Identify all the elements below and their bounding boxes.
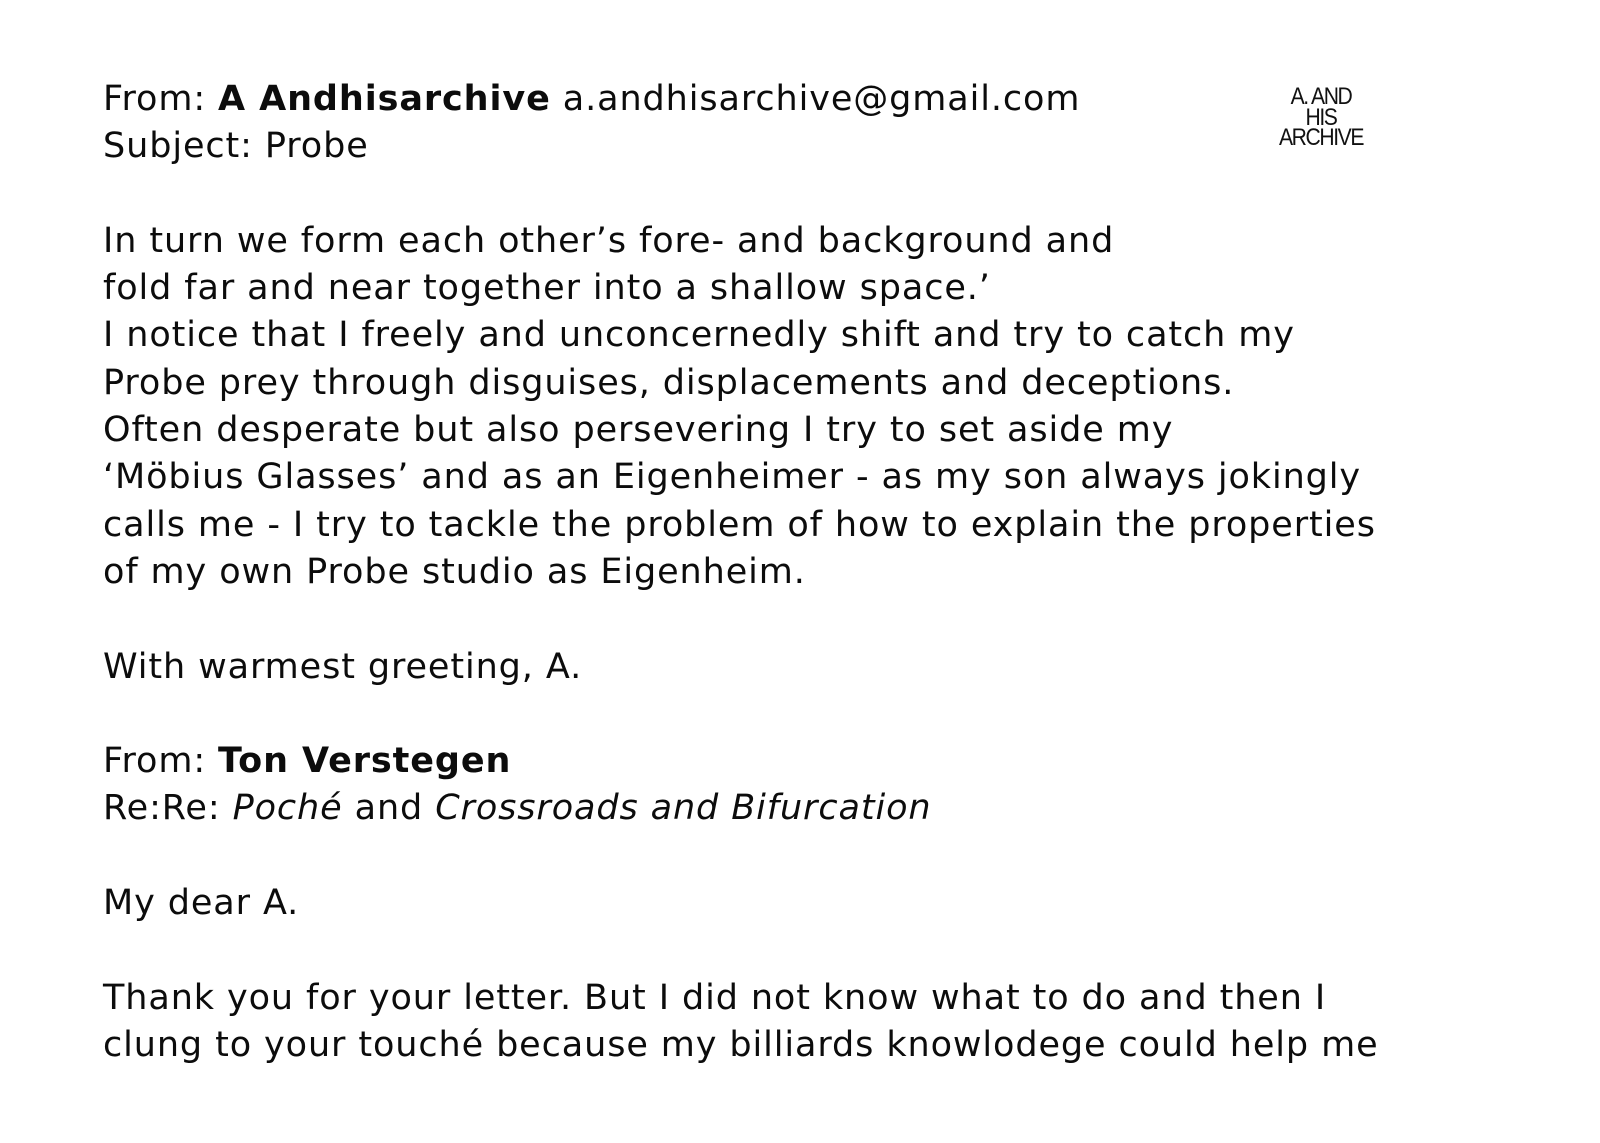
from-label: From: <box>103 741 207 782</box>
spacer <box>103 927 1379 974</box>
body-line: ‘Möbius Glasses’ and as an Eigenheimer - as my son always jokingly <box>103 457 1362 498</box>
sender-name: A Andhisarchive <box>218 79 551 119</box>
subject-text: Probe <box>264 126 369 167</box>
from-label: From: <box>103 79 207 119</box>
body-line: of my own Probe studio as Eigenheim. <box>103 551 806 592</box>
body-line: Probe prey through disguises, displacements and deceptions. <box>103 362 1235 403</box>
signoff: With warmest greeting, A. <box>103 646 583 687</box>
logo-line: HIS <box>1305 103 1337 131</box>
body-line: In turn we form each other’s fore- and background and <box>103 220 1115 261</box>
body-line: clung to your touché because my billiards knowlodege could help me <box>103 1024 1379 1065</box>
subject-label: Subject: <box>103 126 253 167</box>
body-line: I notice that I freely and unconcernedly shift and try to catch my <box>103 315 1295 356</box>
subject-prefix: Re:Re: <box>103 788 221 829</box>
message2-from-line <box>103 738 1379 785</box>
body-line: fold far and near together into a shallow space.’ <box>103 268 991 309</box>
logo-line: A. AND <box>1290 83 1352 110</box>
body-line: calls me - I try to tackle the problem of how to explain the properties <box>103 504 1376 545</box>
spacer <box>103 691 1379 738</box>
spacer <box>103 596 1379 643</box>
body-line: Often desperate but also persevering I try to set aside my <box>103 410 1174 451</box>
correspondence-text <box>103 76 1379 1069</box>
subject-title-1: Poché <box>232 788 343 829</box>
spacer <box>103 171 1379 218</box>
message1-from-line <box>103 76 1379 123</box>
message2-subject-line <box>103 785 1379 832</box>
body-line: Thank you for your letter. But I did not know what to do and then I <box>103 977 1327 1018</box>
subject-conjunction: and <box>354 788 424 829</box>
sender-name: Ton Verstegen <box>218 741 512 782</box>
sender-email: a.andhisarchive@gmail.com <box>562 79 1081 119</box>
message1-subject-line <box>103 123 1379 170</box>
greeting: My dear A. <box>103 883 300 924</box>
subject-title-2: Crossroads and Bifurcation <box>435 788 932 829</box>
spacer <box>103 833 1379 880</box>
logo-line: ARCHIVE <box>1278 124 1364 151</box>
